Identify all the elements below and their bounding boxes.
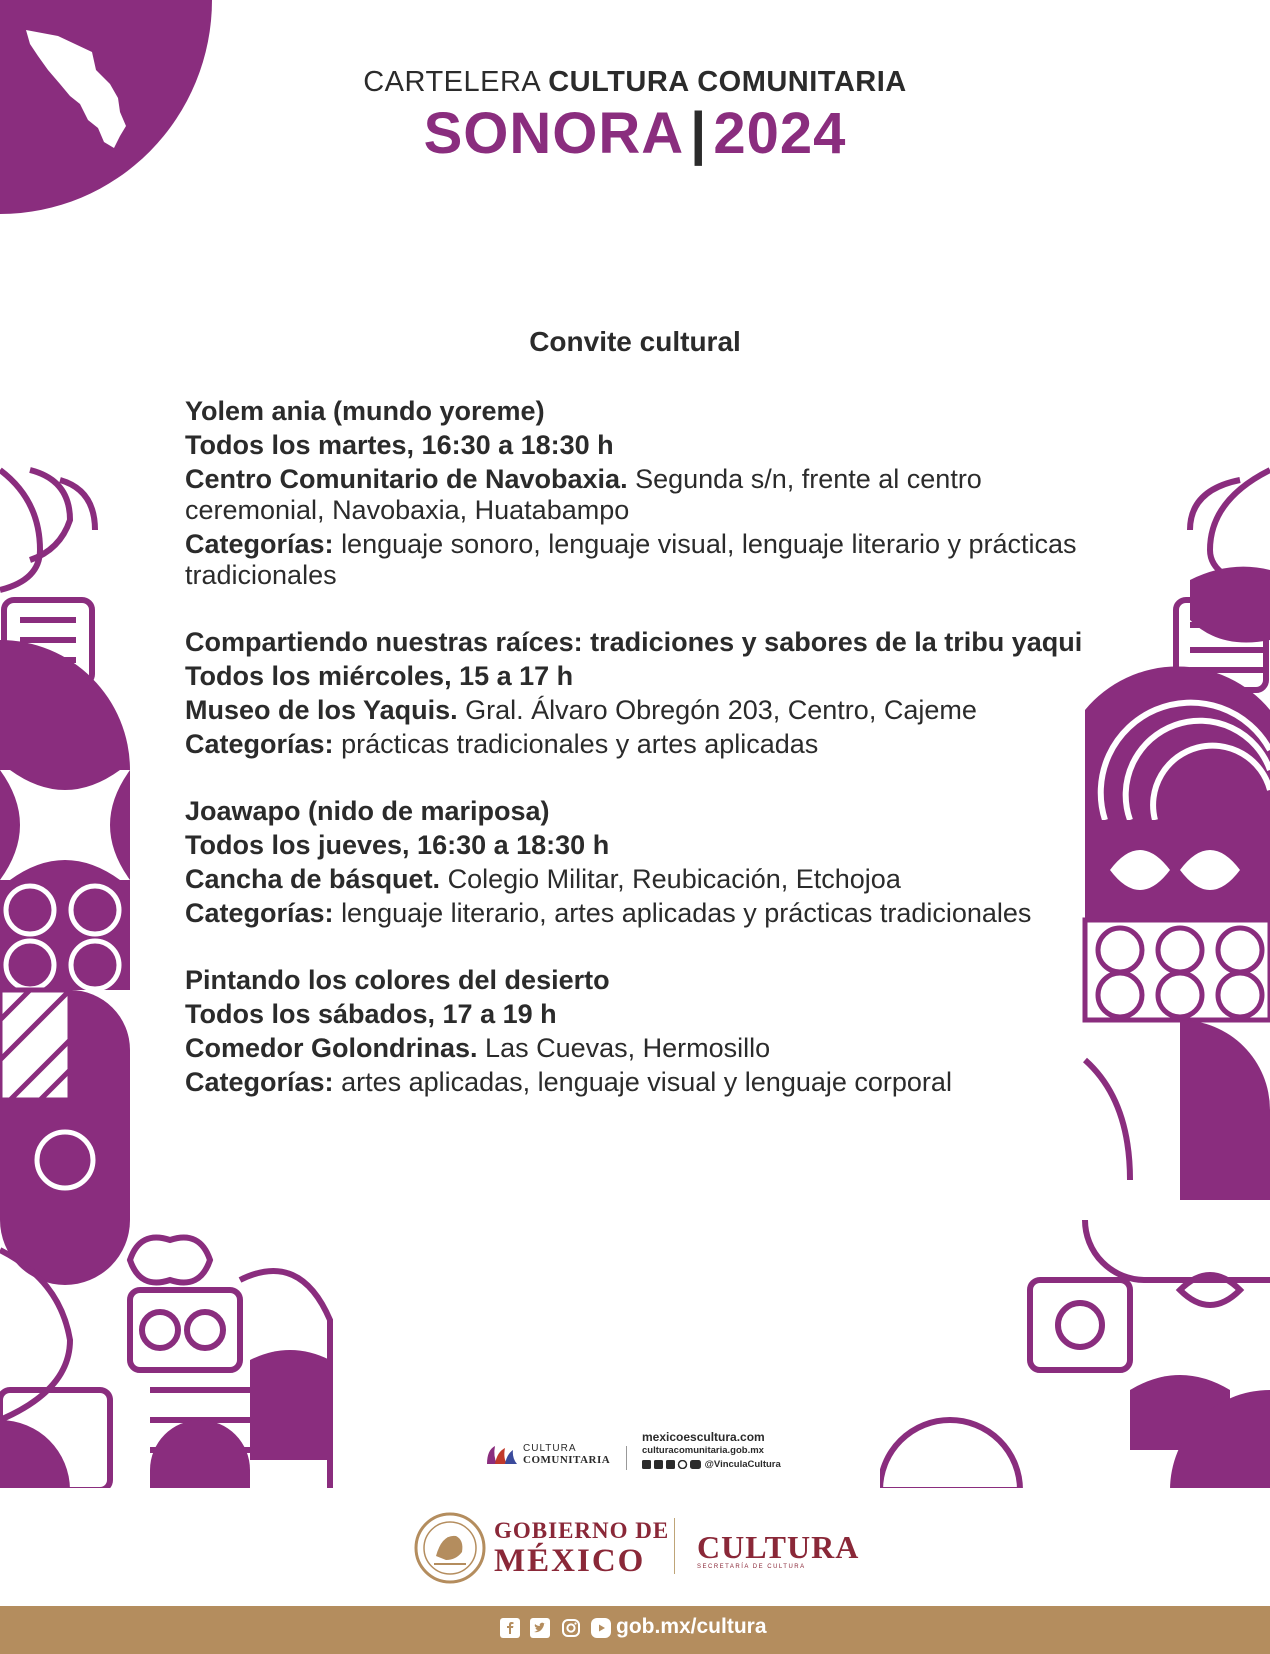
link-culturacomunitaria[interactable]: culturacomunitaria.gob.mx: [642, 1445, 764, 1456]
website-links: [642, 1430, 781, 1472]
link-mexicoescultura[interactable]: mexicoescultura.com: [642, 1430, 765, 1444]
event-item: [185, 965, 1085, 1098]
gob-divider: [674, 1518, 675, 1574]
event-location: Cancha de básquet. Colegio Militar, Reubicación, Etchojoa: [185, 864, 901, 894]
header-subtitle: CARTELERA CULTURA COMUNITARIA: [363, 66, 907, 98]
mexico-text: MÉXICO: [494, 1543, 646, 1579]
secretaria-text: SECRETARÍA DE CULTURA: [697, 1564, 806, 1570]
event-schedule: Todos los miércoles, 15 a 17 h: [185, 661, 574, 691]
event-schedule: Todos los sábados, 17 a 19 h: [185, 999, 557, 1029]
twitter-icon[interactable]: [530, 1618, 550, 1638]
footer-url-link[interactable]: gob.mx/cultura: [616, 1615, 767, 1638]
national-seal-icon: [412, 1510, 488, 1586]
event-name: Compartiendo nuestras raíces: tradiciones y sabores de la tribu yaqui: [185, 627, 1083, 657]
event-location: Comedor Golondrinas. Las Cuevas, Hermosillo: [185, 1033, 771, 1063]
event-categories: Categorías: prácticas tradicionales y artes aplicadas: [185, 729, 819, 759]
logo-word-comunitaria: COMUNITARIA: [523, 1454, 611, 1466]
section-title: Convite cultural: [529, 326, 741, 357]
logo-word-cultura: CULTURA: [523, 1443, 577, 1454]
event-name: Joawapo (nido de mariposa): [185, 796, 550, 826]
event-categories: Categorías: artes aplicadas, lenguaje visual y lenguaje corporal: [185, 1067, 952, 1097]
event-categories: Categorías: lenguaje literario, artes aplicadas y prácticas tradicionales: [185, 898, 1032, 928]
cultura-text: CULTURA: [697, 1529, 860, 1565]
social-handle: @VinculaCultura: [642, 1458, 781, 1472]
event-location: Museo de los Yaquis. Gral. Álvaro Obregón 203, Centro, Cajeme: [185, 695, 977, 725]
event-schedule: Todos los jueves, 16:30 a 18:30 h: [185, 830, 610, 860]
footer-social-icons: [500, 1618, 617, 1640]
facebook-icon[interactable]: [500, 1618, 520, 1638]
event-item: [185, 796, 1085, 929]
logo-divider: [626, 1446, 627, 1470]
event-item: [185, 627, 1085, 760]
instagram-icon[interactable]: [561, 1618, 581, 1638]
header-title: SONORA | 2024: [423, 101, 847, 166]
event-schedule: Todos los martes, 16:30 a 18:30 h: [185, 430, 614, 460]
event-categories: Categorías: lenguaje sonoro, lenguaje visual, lenguaje literario y prácticas tradicionales: [185, 529, 1077, 590]
event-location: Centro Comunitario de Navobaxia. Segunda s/n, frente al centro ceremonial, Navobaxia, Huatabampo: [185, 464, 982, 525]
social-icons-row: [642, 1460, 702, 1469]
event-name: Yolem ania (mundo yoreme): [185, 396, 545, 426]
youtube-icon[interactable]: [591, 1618, 611, 1638]
flame-logo-icon: [485, 1444, 521, 1466]
gobierno-de-text: GOBIERNO DE: [494, 1518, 670, 1543]
event-list: [185, 396, 1085, 1134]
event-name: Pintando los colores del desierto: [185, 965, 610, 995]
event-item: [185, 396, 1085, 591]
